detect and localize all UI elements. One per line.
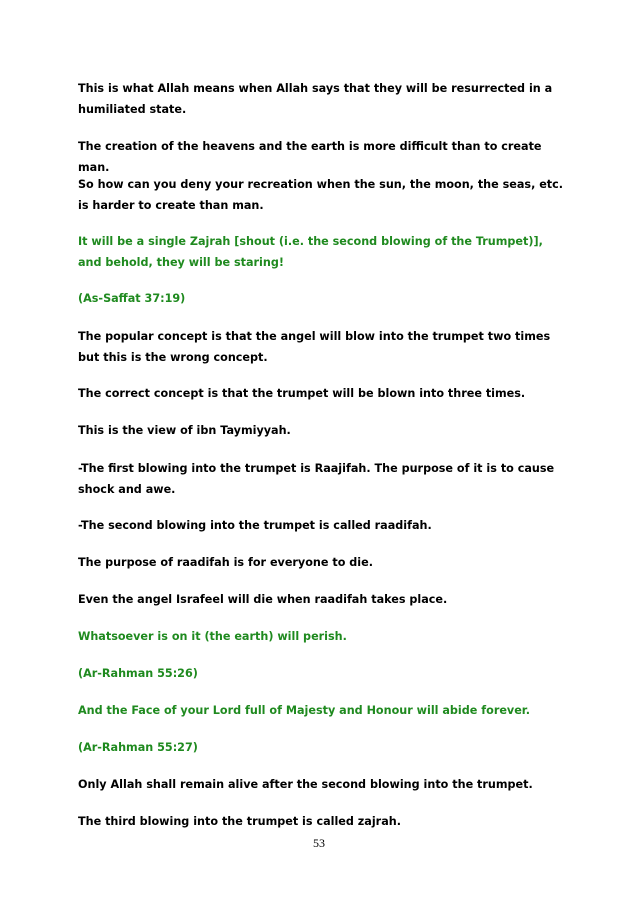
paragraph-creation-heavens: The creation of the heavens and the earth is more difficult than to create man.	[78, 140, 542, 174]
verse-reference-ar-rahman-27: (Ar-Rahman 55:27)	[78, 741, 198, 754]
quran-verse-perish: Whatsoever is on it (the earth) will perish.	[78, 630, 347, 643]
quran-verse-face-of-lord: And the Face of your Lord full of Majesty and Honour will abide forever.	[78, 704, 530, 717]
quran-verse-zajrah: It will be a single Zajrah [shout (i.e. the second blowing of the Trumpet)], and behold, they will be staring!	[78, 235, 543, 269]
paragraph-third-blowing: The third blowing into the trumpet is called zajrah.	[78, 815, 401, 828]
paragraph-israfeel: Even the angel Israfeel will die when raadifah takes place.	[78, 593, 448, 606]
page-number: 53	[313, 836, 325, 850]
paragraph-second-blowing: -The second blowing into the trumpet is called raadifah.	[78, 519, 432, 532]
verse-reference-ar-rahman-26: (Ar-Rahman 55:26)	[78, 667, 198, 680]
paragraph-humiliated-state: This is what Allah means when Allah says that they will be resurrected in a humiliated state.	[78, 82, 553, 116]
paragraph-purpose-raadifah: The purpose of raadifah is for everyone to die.	[78, 556, 373, 569]
paragraph-popular-concept: The popular concept is that the angel will blow into the trumpet two times but this is the wrong concept.	[78, 330, 551, 364]
verse-reference-as-saffat: (As-Saffat 37:19)	[78, 292, 186, 305]
paragraph-allah-remains: Only Allah shall remain alive after the second blowing into the trumpet.	[78, 778, 533, 791]
paragraph-deny-recreation: So how can you deny your recreation when the sun, the moon, the seas, etc. is harder to create than man.	[78, 178, 564, 212]
paragraph-ibn-taymiyyah: This is the view of ibn Taymiyyah.	[78, 424, 291, 437]
paragraph-first-blowing: -The first blowing into the trumpet is Raajifah. The purpose of it is to cause shock and awe.	[78, 462, 555, 496]
paragraph-correct-concept: The correct concept is that the trumpet will be blown into three times.	[78, 387, 526, 400]
